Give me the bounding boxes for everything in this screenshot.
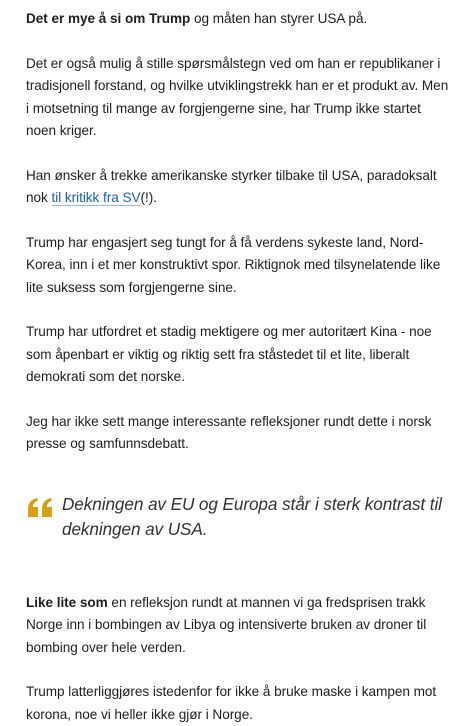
paragraph-text: Han ønsker å trekke amerikanske styrker tilbake til USA, paradoksalt nok <box>26 167 437 205</box>
pull-quote <box>26 492 451 542</box>
paragraph-text: en refleksjon rundt at mannen vi ga fredsprisen trakk Norge inn i bombingen av Libya og intensiverte bruken av droner til bombing over hele verden. <box>26 594 427 655</box>
paragraph-text: (!). <box>140 190 157 205</box>
paragraph-lead: Like lite som <box>26 594 108 610</box>
article-link-sv-critique[interactable]: til kritikk fra SV <box>51 190 141 205</box>
paragraph: Trump har utfordret et stadig mektigere og mer autoritært Kina - noe som åpenbart er viktig og riktig sett fra ståstedet til et lite, liberalt demokrati som det norske. <box>26 324 432 384</box>
quote-mark-icon <box>26 497 56 524</box>
paragraph: Trump har engasjert seg tungt for å få verdens sykeste land, Nord-Korea, inn i et mer konstruktivt spor. Riktignok med tilsynelatende like lite suksess som forgjengerne sine. <box>26 234 441 295</box>
paragraph: Trump latterliggjøres istedenfor for ikke å bruke maske i kampen mot korona, noe vi heller ikke gjør i Norge. <box>26 684 437 722</box>
paragraph-lead: Det er mye å si om Trump <box>26 11 191 26</box>
paragraph <box>26 165 451 210</box>
paragraph <box>26 592 451 660</box>
pull-quote-text: Dekningen av EU og Europa står i sterk kontrast til dekningen av USA. <box>62 493 442 539</box>
paragraph-text: og måten han styrer USA på. <box>190 11 368 26</box>
paragraph: Jeg har ikke sett mange interessante refleksjoner rundt dette i norsk presse og samfunnsdebatt. <box>26 413 432 451</box>
paragraph: Det er også mulig å stille spørsmålstegn ved om han er republikaner i tradisjonell forstand, og hvilke utviklingstrekk han er et produkt av. Men i motsetning til mange av forgjengerne sine, har Trump ikke startet noen kriger. <box>26 55 449 138</box>
paragraph <box>26 8 451 31</box>
